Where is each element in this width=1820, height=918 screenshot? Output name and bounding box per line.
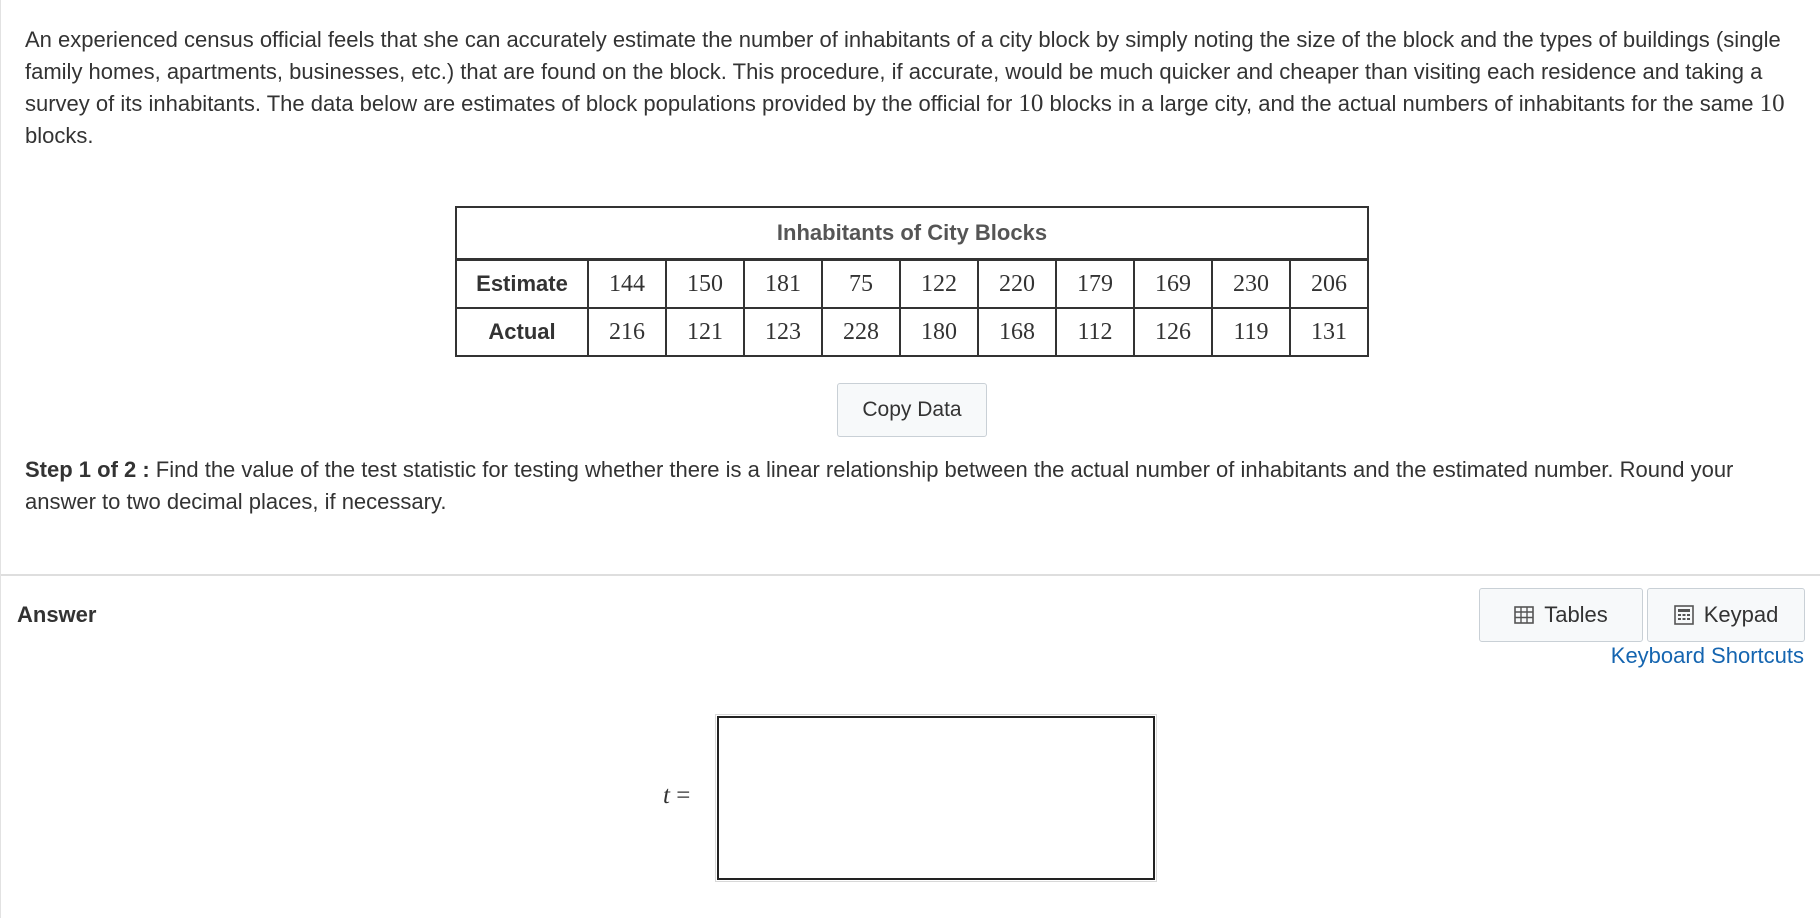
table-cell: 123: [744, 308, 822, 356]
table-row: [456, 308, 1368, 356]
table-cell: 168: [978, 308, 1056, 356]
section-divider: [1, 574, 1820, 576]
keyboard-shortcuts-link[interactable]: Keyboard Shortcuts: [1610, 643, 1804, 668]
table-cell: 119: [1212, 308, 1290, 356]
calculator-keypad-icon: [1674, 605, 1694, 625]
table-cell: 112: [1056, 308, 1134, 356]
intro-text-part2: blocks in a large city, and the actual numbers of inhabitants for the same: [1043, 91, 1760, 116]
table-cell: 150: [666, 260, 744, 309]
tables-button-label: Tables: [1544, 602, 1608, 627]
table-cell: 228: [822, 308, 900, 356]
table-cell: 206: [1290, 260, 1368, 309]
table-cell: 126: [1134, 308, 1212, 356]
answer-heading: Answer: [17, 602, 97, 627]
intro-text-part1: An experienced census official feels that she can accurately estimate the number of inhabitants of a city block by simply noting the size of the block and the types of buildings (single family homes, apartments, businesses, etc.) that are found on the block. This procedure, if accurate, would be much quicker and cheaper than visiting each residence and taking a survey of its inhabitants. The data below are estimates of block populations provided by the official for: [25, 27, 1781, 116]
table-cell: 216: [588, 308, 666, 356]
table-cell: 220: [978, 260, 1056, 309]
table-cell: 131: [1290, 308, 1368, 356]
variable-t: t: [663, 782, 670, 809]
table-cell: 230: [1212, 260, 1290, 309]
table-title: Inhabitants of City Blocks: [456, 207, 1368, 260]
step-instructions: [25, 454, 1795, 518]
table-cell: 181: [744, 260, 822, 309]
row-label: Estimate: [456, 260, 588, 309]
keypad-button-label: Keypad: [1703, 602, 1779, 627]
copy-data-button[interactable]: Copy Data: [837, 383, 987, 437]
table-cell: 179: [1056, 260, 1134, 309]
equals-sign: =: [676, 782, 691, 809]
table-cell: 144: [588, 260, 666, 309]
problem-intro: [25, 24, 1795, 152]
table-cell: 121: [666, 308, 744, 356]
table-cell: 180: [900, 308, 978, 356]
table-cell: 122: [900, 260, 978, 309]
keypad-button[interactable]: [1647, 588, 1805, 642]
intro-block-count-1: 10: [1018, 90, 1044, 117]
table-grid-icon: [1514, 606, 1534, 624]
tables-button[interactable]: [1479, 588, 1643, 642]
inhabitants-table: [455, 206, 1369, 357]
step-label: Step 1 of 2 :: [25, 457, 150, 482]
table-cell: 169: [1134, 260, 1212, 309]
answer-variable-label: [663, 782, 690, 810]
table-row: [456, 260, 1368, 309]
table-cell: 75: [822, 260, 900, 309]
test-statistic-input[interactable]: [717, 716, 1155, 880]
intro-block-count-2: 10: [1759, 90, 1785, 117]
table-body: [456, 260, 1368, 357]
row-label: Actual: [456, 308, 588, 356]
intro-text-part3: blocks.: [25, 123, 94, 148]
step-text: Find the value of the test statistic for testing whether there is a linear relationship between the actual number of inhabitants and the estimated number. Round your answer to two decimal places, if necessary.: [25, 457, 1734, 514]
